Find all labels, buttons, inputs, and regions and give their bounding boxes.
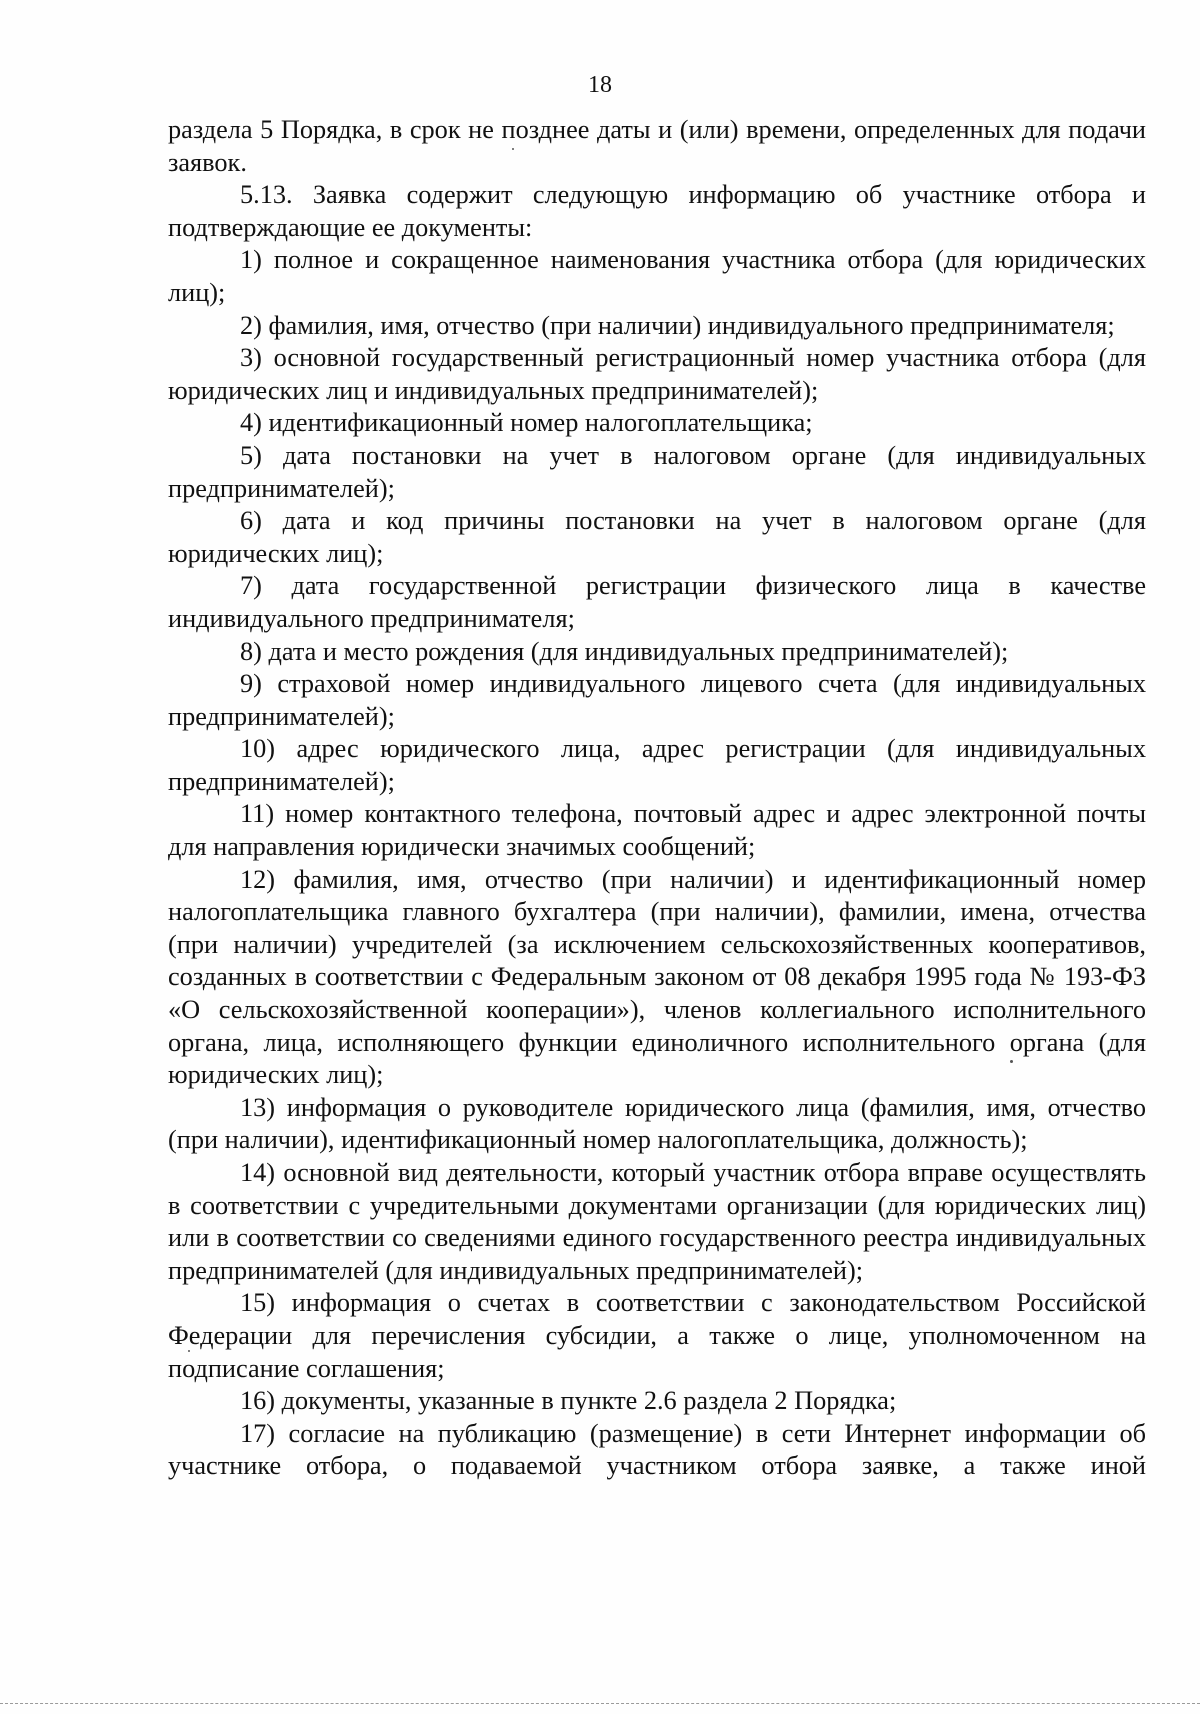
paragraph: 6) дата и код причины постановки на учет в налоговом органе (для юридических лиц);	[168, 506, 1146, 568]
scan-speck	[1010, 1060, 1013, 1063]
paragraph: 5) дата постановки на учет в налоговом органе (для индивидуальных предпринимателей);	[168, 440, 1146, 503]
paragraph: 17) согласие на публикацию (размещение) в сети Интернет информации об участнике отбора, о подаваемой участником отбора заявке, а также иной	[168, 1418, 1146, 1481]
document-body	[168, 114, 1146, 1483]
paragraph: 13) информация о руководителе юридического лица (фамилия, имя, отчество (при наличии), идентификационный номер налогоплательщика, должность);	[168, 1092, 1146, 1155]
paragraph: 7) дата государственной регистрации физического лица в качестве индивидуального предпринимателя;	[168, 571, 1146, 633]
paragraph: 8) дата и место рождения (для индивидуальных предпринимателей);	[240, 636, 1009, 666]
paragraph: 14) основной вид деятельности, который участник отбора вправе осуществлять в соответствии с учредительными документами организации (для юридических лиц) или в соответствии со сведениями единого государственного реестра индивидуальных предпринимателей (для индивидуальных предпринимателей);	[168, 1158, 1146, 1285]
paragraph: 15) информация о счетах в соответствии с законодательством Российской Федерации для перечисления субсидии, а также о лице, уполномоченном на подписание соглашения;	[168, 1288, 1146, 1383]
paragraph: 5.13. Заявка содержит следующую информацию об участнике отбора и подтверждающие ее документы:	[168, 180, 1146, 242]
paragraph: 1) полное и сокращенное наименования участника отбора (для юридических лиц);	[168, 245, 1146, 307]
paragraph: 9) страховой номер индивидуального лицевого счета (для индивидуальных предпринимателей);	[168, 669, 1146, 731]
paragraph: 2) фамилия, имя, отчество (при наличии) индивидуального предпринимателя;	[240, 310, 1115, 340]
paragraph: 10) адрес юридического лица, адрес регистрации (для индивидуальных предпринимателей);	[168, 734, 1146, 796]
paragraph: 3) основной государственный регистрационный номер участника отбора (для юридических лиц и индивидуальных предпринимателей);	[168, 343, 1146, 405]
paragraph: 16) документы, указанные в пункте 2.6 раздела 2 Порядка;	[240, 1386, 897, 1416]
paragraph: раздела 5 Порядка, в срок не позднее даты и (или) времени, определенных для подачи заявок.	[168, 115, 1146, 177]
scan-speck	[188, 1350, 190, 1352]
paragraph: 11) номер контактного телефона, почтовый адрес и адрес электронной почты для направления юридически значимых сообщений;	[168, 799, 1146, 862]
paragraph: 12) фамилия, имя, отчество (при наличии) и идентификационный номер налогоплательщика главного бухгалтера (при наличии), фамилии, имена, отчества (при наличии) учредителей (за исключением сельскохозяйственных кооперативов, созданных в соответствии с Федеральным законом от 08 декабря 1995 года № 193-ФЗ «О сельскохозяйственной кооперации»), членов коллегиального исполнительного органа, лица, исполняющего функции единоличного исполнительного органа (для юридических лиц);	[168, 864, 1146, 1090]
page-number: 18	[588, 72, 612, 98]
scan-edge-line	[0, 1703, 1200, 1704]
paragraph: 4) идентификационный номер налогоплательщика;	[240, 408, 813, 438]
scan-speck	[512, 148, 514, 150]
